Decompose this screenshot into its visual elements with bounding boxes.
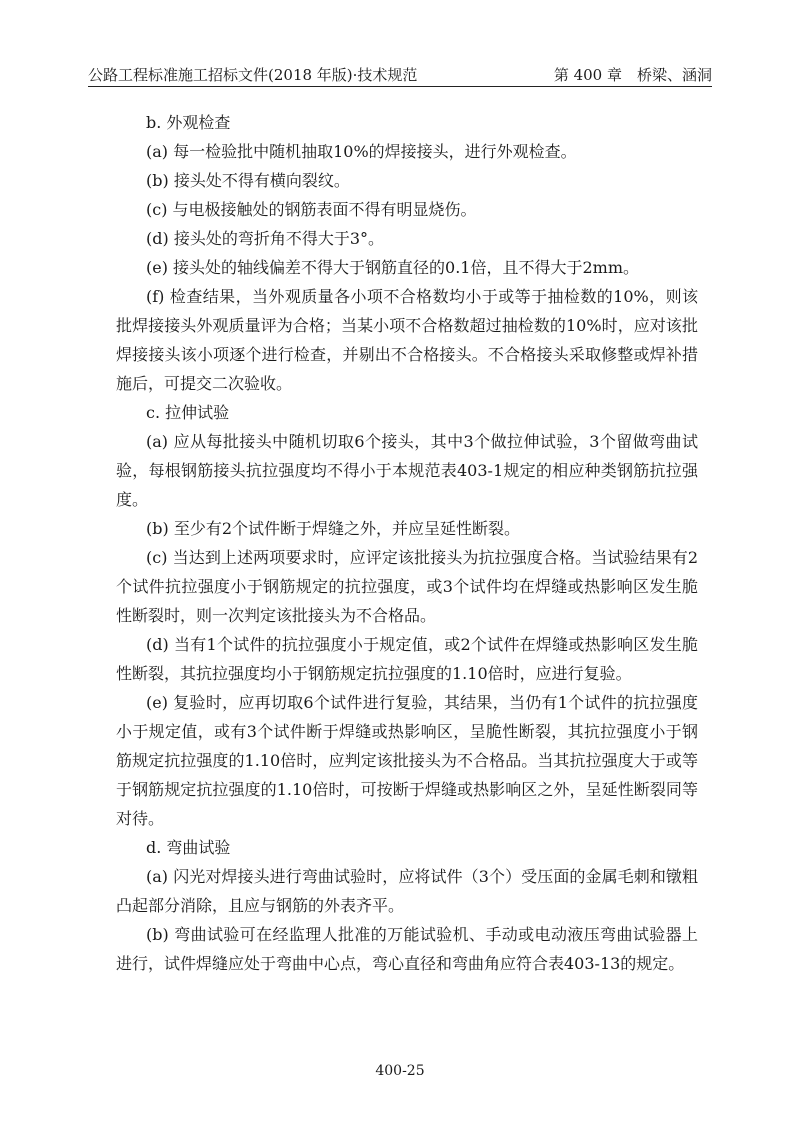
section-b-item-f: (f) 检查结果，当外观质量各小项不合格数均小于或等于抽检数的10%，则该批焊接接头外观质量评为合格；当某小项不合格数超过抽检数的10%时，应对该批焊接接头该小项逐个进行检查，并剔出不合格接头。不合格接头采取修整或焊补措施后，可提交二次验收。	[116, 287, 698, 393]
page-number: 400-25	[375, 1063, 425, 1079]
section-d-heading: d. 弯曲试验	[146, 838, 231, 857]
page-header	[88, 64, 712, 87]
section-c-item-c: (c) 当达到上述两项要求时，应评定该批接头为抗拉强度合格。当试验结果有2个试件抗拉强度小于钢筋规定的抗拉强度，或3个试件均在焊缝或热影响区发生脆性断裂时，则一次判定该批接头为不合格品。	[116, 548, 698, 625]
section-c-item-d: (d) 当有1个试件的抗拉强度小于规定值，或2个试件在焊缝或热影响区发生脆性断裂，其抗拉强度均小于钢筋规定抗拉强度的1.10倍时，应进行复验。	[116, 635, 698, 683]
header-chapter-title: 第 400 章 桥梁、涵洞	[553, 66, 712, 84]
section-b-heading: b. 外观检查	[146, 113, 231, 132]
page-body	[116, 108, 698, 978]
section-b-item-d: (d) 接头处的弯折角不得大于3°。	[146, 229, 384, 248]
section-b-item-e: (e) 接头处的轴线偏差不得大于钢筋直径的0.1倍，且不得大于2mm。	[146, 258, 640, 277]
header-document-title: 公路工程标准施工招标文件(2018 年版)·技术规范	[88, 66, 418, 84]
section-c-heading: c. 拉伸试验	[146, 403, 230, 422]
section-c-item-a: (a) 应从每批接头中随机切取6个接头，其中3个做拉伸试验，3个留做弯曲试验，每根钢筋接头抗拉强度均不得小于本规范表403-1规定的相应种类钢筋抗拉强度。	[116, 432, 698, 509]
section-d-item-b: (b) 弯曲试验可在经监理人批准的万能试验机、手动或电动液压弯曲试验器上进行，试件焊缝应处于弯曲中心点，弯心直径和弯曲角应符合表403-13的规定。	[116, 925, 698, 973]
section-b-item-a: (a) 每一检验批中随机抽取10%的焊接接头，进行外观检查。	[146, 142, 577, 161]
section-c-item-e: (e) 复验时，应再切取6个试件进行复验，其结果，当仍有1个试件的抗拉强度小于规定值，或有3个试件断于焊缝或热影响区，呈脆性断裂，其抗拉强度小于钢筋规定抗拉强度的1.10倍时，应判定该批接头为不合格品。当其抗拉强度大于或等于钢筋规定抗拉强度的1.10倍时，可按断于焊缝或热影响区之外，呈延性断裂同等对待。	[116, 693, 698, 828]
section-c-item-b: (b) 至少有2个试件断于焊缝之外，并应呈延性断裂。	[146, 519, 520, 538]
section-b-item-b: (b) 接头处不得有横向裂纹。	[146, 171, 350, 190]
section-b-item-c: (c) 与电极接触处的钢筋表面不得有明显烧伤。	[146, 200, 477, 219]
section-d-item-a: (a) 闪光对焊接头进行弯曲试验时，应将试件（3个）受压面的金属毛刺和镦粗凸起部分消除，且应与钢筋的外表齐平。	[116, 867, 698, 915]
